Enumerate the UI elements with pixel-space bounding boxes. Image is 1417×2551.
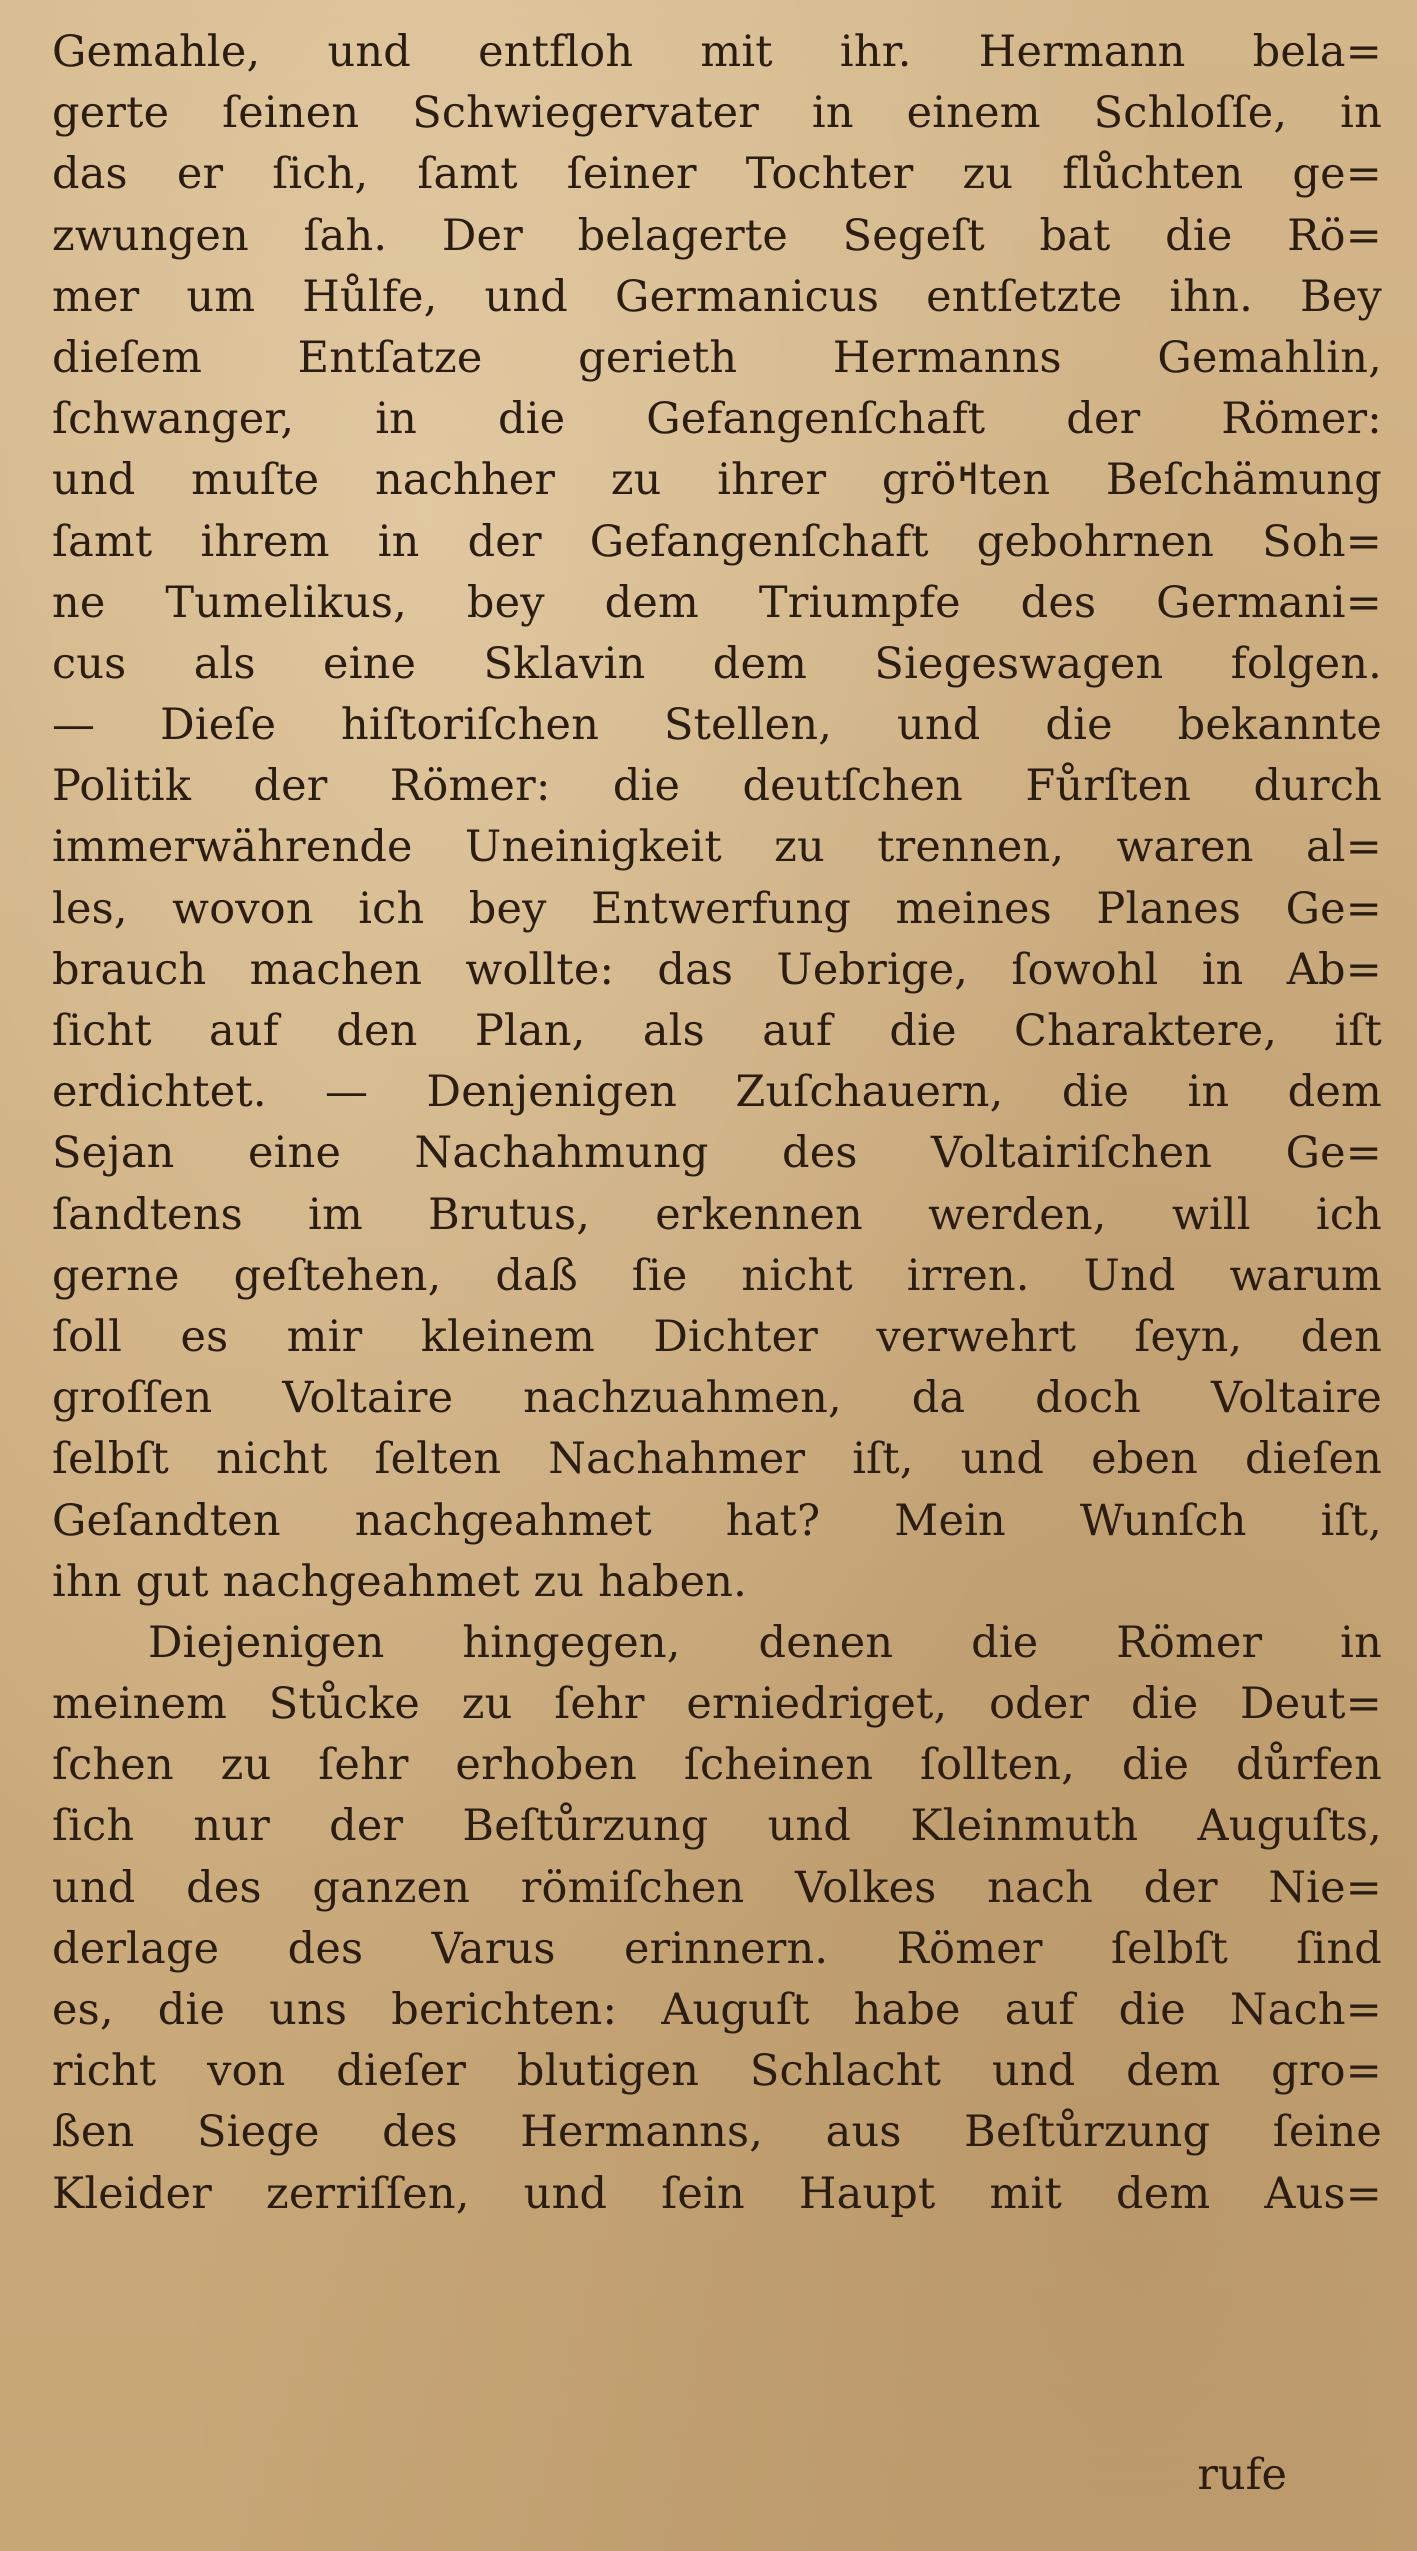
body-text	[52, 22, 1382, 2225]
text-line: mer um Hůlfe, und Germanicus entſetzte ihn. Bey	[52, 271, 1382, 322]
text-line: — Dieſe hiſtoriſchen Stellen, und die bekannte	[52, 700, 1382, 751]
text-line: immerwährende Uneinigkeit zu trennen, waren al=	[52, 822, 1382, 873]
text-line: ſamt ihrem in der Gefangenſchaft gebohrnen Soh=	[52, 516, 1382, 567]
text-line: gerne geſtehen, daß ſie nicht irren. Und warum	[52, 1250, 1382, 1301]
text-line: ſich nur der Beſtůrzung und Kleinmuth Auguſts,	[52, 1801, 1382, 1852]
text-line: les, wovon ich bey Entwerfung meines Planes Ge=	[52, 883, 1382, 934]
text-line: ſchen zu ſehr erhoben ſcheinen ſollten, die důrfen	[52, 1740, 1382, 1791]
text-line: groſſen Voltaire nachzuahmen, da doch Voltaire	[52, 1373, 1382, 1424]
text-line: ſelbſt nicht ſelten Nachahmer iſt, und eben dieſen	[52, 1434, 1382, 1485]
catchword: rufe	[1197, 2450, 1287, 2500]
text-line: und des ganzen römiſchen Volkes nach der Nie=	[52, 1862, 1382, 1913]
text-line: Politik der Römer: die deutſchen Fůrſten durch	[52, 761, 1382, 812]
text-line: zwungen ſah. Der belagerte Segeſt bat die Rö=	[52, 210, 1382, 261]
text-line: erdichtet. — Denjenigen Zuſchauern, die in dem	[52, 1067, 1382, 1118]
text-line: und muſte nachher zu ihrer gröߞten Beſchämung	[52, 455, 1382, 506]
text-line: cus als eine Sklavin dem Siegeswagen folgen.	[52, 638, 1382, 689]
text-line: Gemahle, und entfloh mit ihr. Hermann bela=	[52, 27, 1382, 77]
text-line: ſoll es mir kleinem Dichter verwehrt ſeyn, den	[52, 1311, 1382, 1362]
paragraph-start-line: Diejenigen hingegen, denen die Römer in	[148, 1617, 1382, 1668]
text-line: dieſem Entſatze gerieth Hermanns Gemahlin,	[52, 332, 1382, 383]
text-line: ßen Siege des Hermanns, aus Beſtůrzung ſeine	[52, 2107, 1382, 2158]
text-line: Kleider zerriſſen, und ſein Haupt mit dem Aus=	[52, 2168, 1382, 2219]
text-line: richt von dieſer blutigen Schlacht und dem gro=	[52, 2046, 1382, 2097]
text-line: ne Tumelikus, bey dem Triumpfe des Germani=	[52, 577, 1382, 628]
text-line: meinem Stůcke zu ſehr erniedriget, oder die Deut=	[52, 1679, 1382, 1730]
text-line: gerte ſeinen Schwiegervater in einem Schloſſe, in	[52, 88, 1382, 139]
text-line: ſicht auf den Plan, als auf die Charaktere, iſt	[52, 1006, 1382, 1056]
text-line: brauch machen wollte: das Uebrige, ſowohl in Ab=	[52, 944, 1382, 995]
paragraph-end-line: ihn gut nachgeahmet zu haben.	[52, 1556, 748, 1607]
text-line: derlage des Varus erinnern. Römer ſelbſt ſind	[52, 1923, 1382, 1974]
text-line: Geſandten nachgeahmet hat? Mein Wunſch iſt,	[52, 1495, 1382, 1546]
text-line: ſandtens im Brutus, erkennen werden, will ich	[52, 1189, 1382, 1240]
text-line: ſchwanger, in die Gefangenſchaft der Römer:	[52, 394, 1382, 445]
text-line: es, die uns berichten: Auguſt habe auf die Nach=	[52, 1985, 1382, 2035]
text-line: das er ſich, ſamt ſeiner Tochter zu flůchten ge=	[52, 149, 1382, 200]
text-line: Sejan eine Nachahmung des Voltairiſchen Ge=	[52, 1128, 1382, 1179]
